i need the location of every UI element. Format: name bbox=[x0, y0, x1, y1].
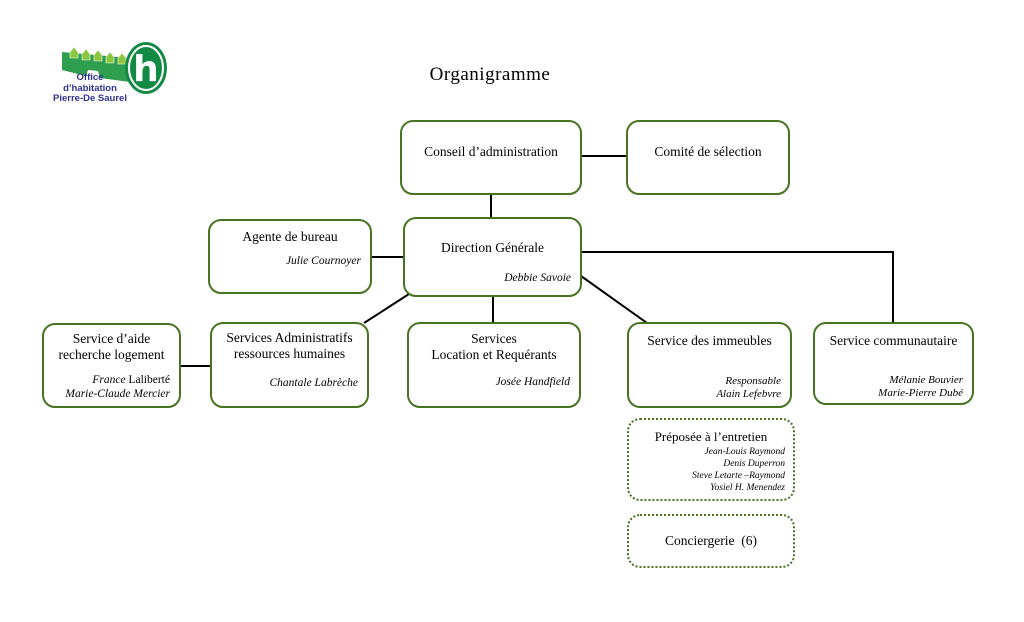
box-title-line1: Service d’aide bbox=[72, 331, 151, 346]
box-names bbox=[411, 272, 571, 286]
person-name: Julie Cournoyer bbox=[285, 255, 361, 267]
box-title-line2: recherche logement bbox=[58, 346, 165, 362]
box-names bbox=[821, 374, 963, 400]
box-title: Agente de bureau bbox=[242, 229, 338, 244]
logo-line-2: d’habitation bbox=[63, 82, 117, 94]
box-preposee-entretien bbox=[627, 418, 795, 501]
box-service-immeubles bbox=[627, 322, 792, 408]
box-names bbox=[629, 446, 793, 494]
person-name: Yosiel H. Menendez bbox=[710, 482, 785, 493]
box-names bbox=[635, 375, 781, 401]
person-name: Mélanie Bouvier bbox=[889, 374, 963, 386]
box-title bbox=[409, 331, 579, 362]
box-title: Conciergerie (6) bbox=[665, 533, 757, 549]
box-title-line1: Services bbox=[471, 331, 517, 346]
box-service-communautaire bbox=[813, 322, 974, 405]
box-title: Direction Générale bbox=[440, 240, 545, 255]
box-direction-generale bbox=[403, 217, 582, 297]
person-name: Marie-Claude Mercier bbox=[65, 387, 170, 400]
box-title-line2: ressources humaines bbox=[233, 345, 346, 361]
box-title: Préposée à l’entretien bbox=[654, 429, 768, 444]
box-title-line2: Location et Requérants bbox=[431, 346, 557, 362]
logo bbox=[40, 30, 190, 115]
box-services-location bbox=[407, 322, 581, 408]
logo-line-1: Office bbox=[76, 72, 104, 83]
box-comite-selection bbox=[626, 120, 790, 195]
person-name: Debbie Savoie bbox=[504, 272, 571, 284]
logo-line-3: Pierre-De Saurel bbox=[53, 93, 127, 104]
box-title-line1: Services Administratifs bbox=[226, 330, 353, 345]
box-names bbox=[216, 255, 361, 269]
connector bbox=[581, 276, 647, 323]
box-title: Conseil d’administration bbox=[424, 144, 558, 159]
box-conseil-administration bbox=[400, 120, 582, 195]
person-name: Denis Duperron bbox=[723, 458, 785, 469]
box-services-administratifs bbox=[210, 322, 369, 408]
page-title: Organigramme bbox=[429, 64, 551, 85]
box-title: Service des immeubles bbox=[647, 333, 772, 348]
box-conciergerie bbox=[627, 514, 795, 568]
person-name: France Laliberté bbox=[92, 374, 170, 386]
person-role: Responsable bbox=[725, 375, 781, 387]
box-names bbox=[218, 377, 358, 391]
box-title bbox=[212, 330, 367, 361]
box-service-aide bbox=[42, 323, 181, 408]
box-title: Service communautaire bbox=[829, 333, 958, 348]
logo-text bbox=[40, 73, 140, 105]
person-name: Marie-Pierre Dubé bbox=[878, 387, 963, 399]
person-name: Jean-Louis Raymond bbox=[704, 446, 785, 457]
box-names bbox=[50, 374, 170, 401]
box-title bbox=[44, 331, 179, 362]
connector bbox=[364, 294, 409, 323]
person-name: Steve Letarte –Raymond bbox=[692, 470, 785, 481]
svg-text:h: h bbox=[133, 49, 159, 90]
box-agente-bureau bbox=[208, 219, 372, 294]
person-name: Chantale Labrèche bbox=[269, 377, 358, 389]
person-name: Alain Lefebvre bbox=[716, 388, 781, 400]
box-title: Comité de sélection bbox=[654, 144, 762, 159]
box-names bbox=[415, 376, 570, 390]
person-name: Josée Handfield bbox=[495, 376, 570, 388]
